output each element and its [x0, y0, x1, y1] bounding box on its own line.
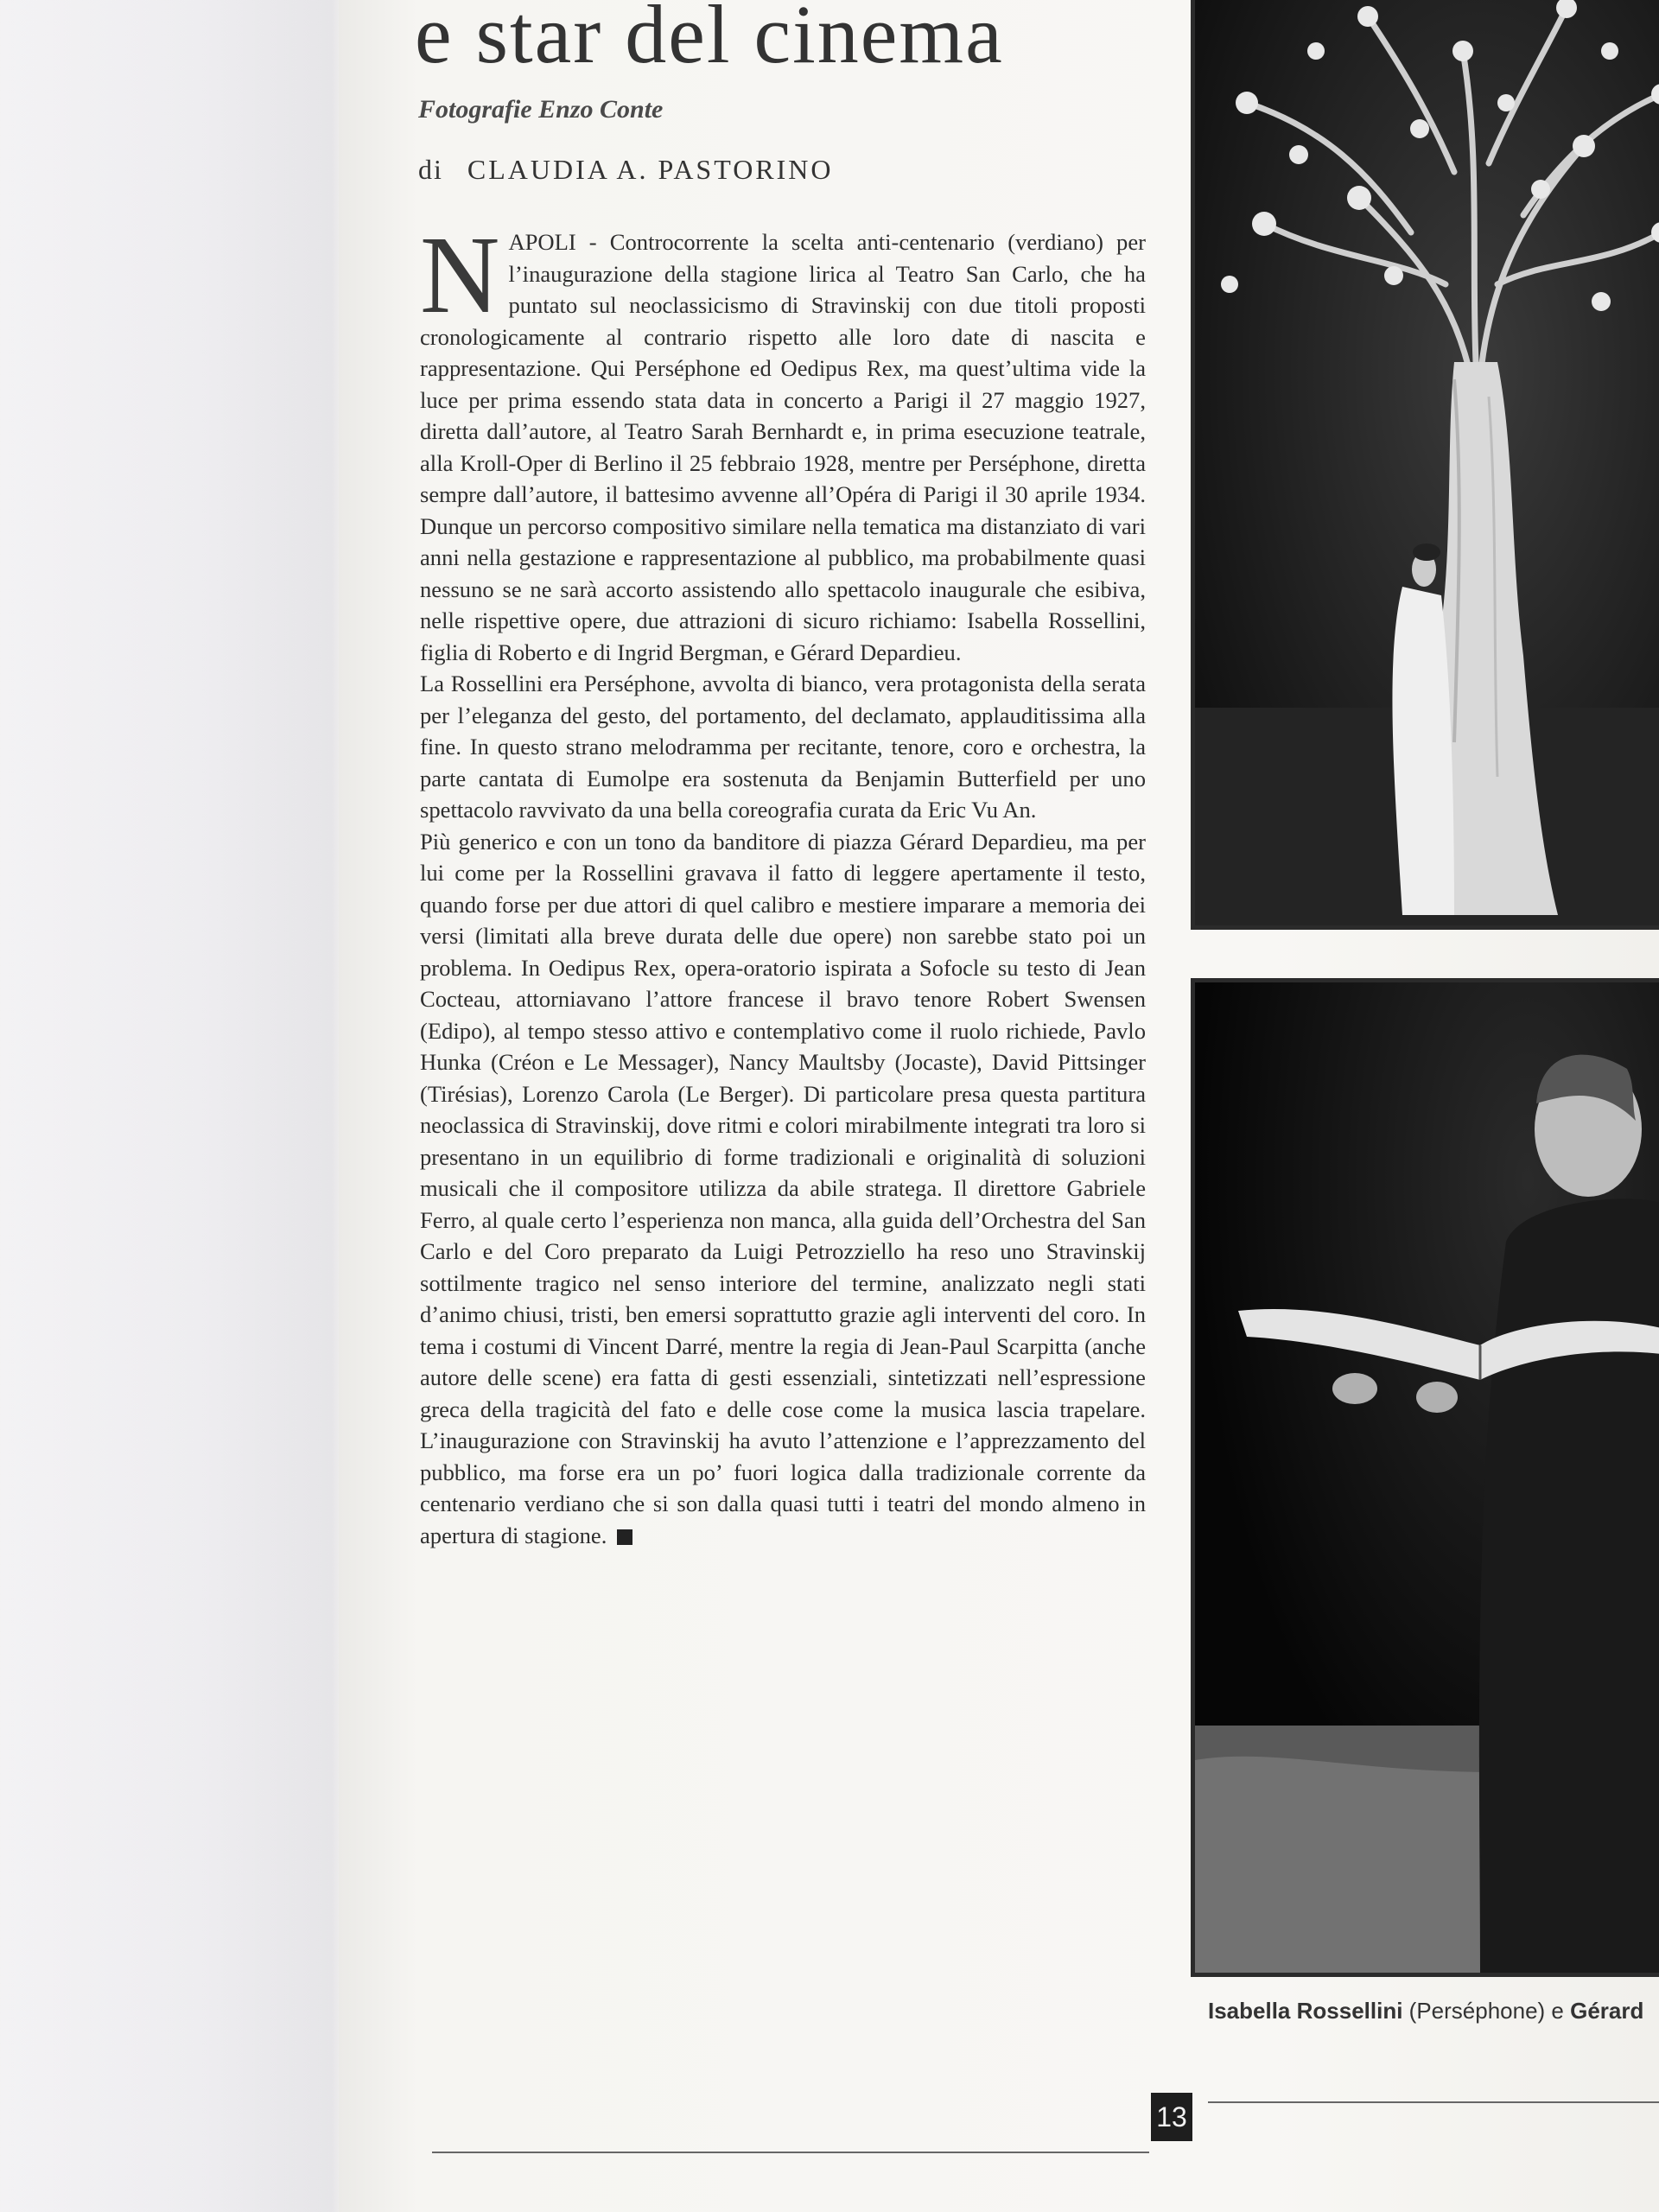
footer-rule-left: [432, 2152, 1149, 2153]
article-paragraph-1: [420, 213, 1146, 668]
photo-rossellini-tree: [1191, 0, 1659, 930]
article-body: [420, 213, 1146, 1551]
article-paragraph-3: [420, 826, 1146, 1552]
photo-depardieu-reading: [1191, 978, 1659, 1977]
photo-credit: Fotografie Enzo Conte: [418, 95, 664, 124]
headline: e star del cinema: [415, 0, 1004, 80]
footer-rule-right: [1208, 2101, 1659, 2103]
article-paragraph-2: La Rossellini era Perséphone, avvolta di bianco, vera protagonista della serata per l’eleganza del gesto, del portamento, del declamato, applauditissima alla fine. In questo strano melodramma per recitante, tenore, coro e orchestra, la parte cantata di Eumolpe era sostenuta da Benjamin Butterfield per uno spettacolo ravvivato da una bella coreografia curata da Eric Vu An.: [420, 671, 1146, 823]
end-mark-icon: [617, 1529, 632, 1545]
caption-role-1: (Perséphone) e: [1402, 1998, 1571, 2024]
photo-caption: [1208, 1998, 1643, 2024]
byline: [418, 154, 834, 186]
caption-name-1: Isabella Rossellini: [1208, 1998, 1403, 2024]
paragraph-3-text: Più generico e con un tono da banditore di piazza Gérard Depardieu, ma per lui come per la Rossellini gravava il fatto di leggere apertamente il testo, quando forse per due attori di quel calibro e mestiere imparare a memoria dei versi (limitati alla breve durata delle due opere) non sarebbe stato poi un problema. In Oedipus Rex, opera-oratorio ispirata a Sofocle su testo di Jean Cocteau, attorniavano l’attore francese il bravo tenore Robert Swensen (Edipo), al tempo stesso attivo e contemplativo come il ruolo richiede, Pavlo Hunka (Créon e Le Messager), Nancy Maultsby (Jocaste), David Pittsinger (Tirésias), Lorenzo Carola (Le Berger). Di particolare presa questa partitura neoclassica di Stravinskij, dove ritmi e colori mirabilmente integrati tra loro si presentano in un equilibrio di forme tradizionali e originalità di soluzioni musicali che il compositore utilizza da abile stratega. Il direttore Gabriele Ferro, al quale certo l’esperienza non manca, alla guida dell’Orchestra del San Carlo e del Coro preparato da Luigi Petrozziello ha reso uno Stravinskij sottilmente tragico nel senso interiore del termine, analizzato negli stati d’animo chiusi, tristi, ben emersi soprattutto grazie agli interventi del coro. In tema i costumi di Vincent Darré, mentre la regia di Jean-Paul Scarpitta (anche autore delle scene) era fatta di gesti essenziali, sintetizzati nell’espressione greca della tragicità del fato e delle cose come la musica lascia trapelare. L’inaugurazione con Stravinskij ha avuto l’attenzione e l’apprezzamento del pubblico, ma forse era un po’ fuori logica dalla tradizionale corrente da centenario verdiano che si son dalla quasi tutti i teatri del mondo almeno in apertura di stagione.: [420, 828, 1146, 1548]
byline-prefix: di: [418, 154, 443, 185]
drop-cap: N: [420, 213, 500, 336]
byline-author: CLAUDIA A. PASTORINO: [467, 154, 834, 185]
paragraph-1-text: APOLI - Controcorrente la scelta anti-centenario (verdiano) per l’inaugurazione della stagione lirica al Teatro San Carlo, che ha puntato sul neoclassicismo di Stravinskij con due titoli proposti cronologicamente al contrario rispetto alle loro date di nascita e rappresentazione. Qui Perséphone ed Oedipus Rex, ma quest’ultima vide la luce per prima essendo stata data in concerto a Parigi il 27 maggio 1927, diretta dall’autore, al Teatro Sarah Bernhardt e, in prima esecuzione teatrale, alla Kroll-Oper di Berlino il 25 febbraio 1928, mentre per Perséphone, diretta sempre dall’autore, il battesimo avvenne all’Opéra di Parigi il 30 aprile 1934. Dunque un percorso compositivo similare nella tematica ma distanziato di vari anni nella gestazione e rappresentazione al pubblico, ma probabilmente quasi nessuno se ne sarà accorto assistendo allo spettacolo inaugurale che esibiva, nelle rispettive opere, due attrazioni di sicuro richiamo: Isabella Rossellini, figlia di Roberto e di Ingrid Bergman, e Gérard Depardieu.: [420, 229, 1146, 665]
page-number: 13: [1151, 2093, 1192, 2141]
caption-name-2: Gérard: [1570, 1998, 1644, 2024]
